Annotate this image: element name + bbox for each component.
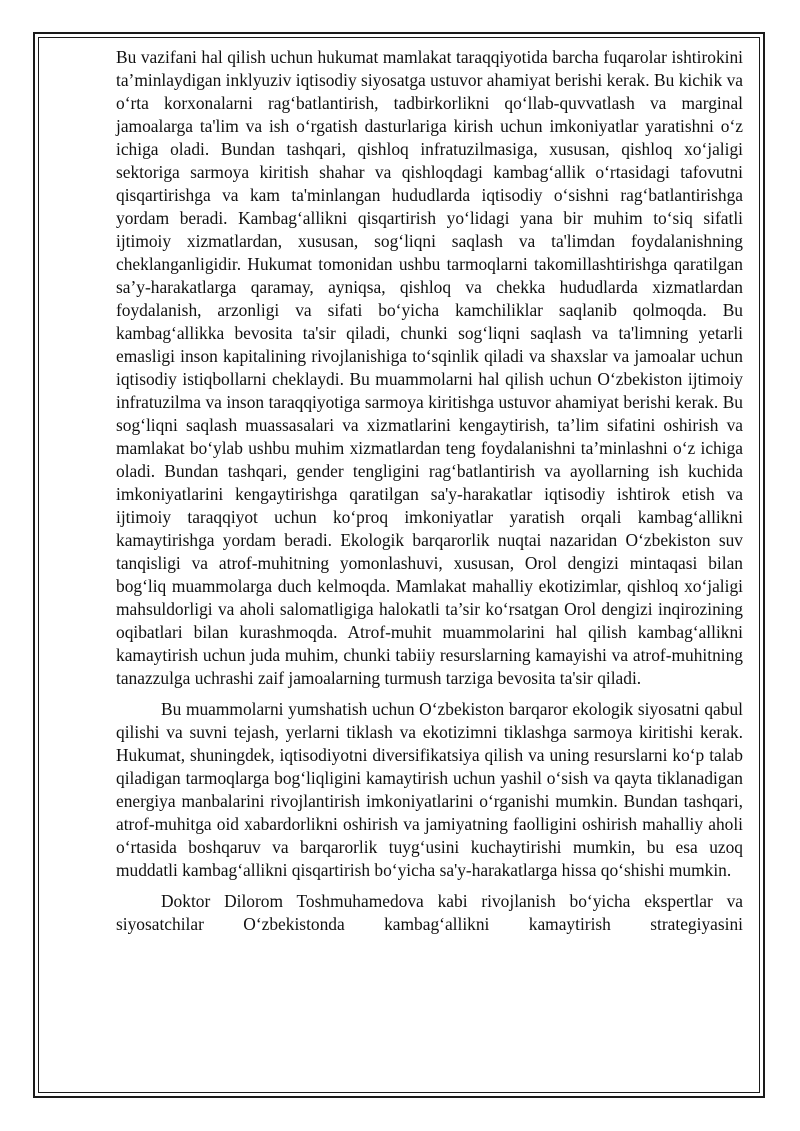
document-body	[116, 46, 743, 944]
paragraph-1: Bu vazifani hal qilish uchun hukumat mamlakat taraqqiyotida barcha fuqarolar ishtirokini ta’minlaydigan inklyuziv iqtisodiy siyosatga ustuvor ahamiyat berishi kerak. Bu kichik va o‘rta korxonalarni rag‘batlantirish, tadbirkorlikni qo‘llab-quvvatlash va marginal jamoalarga ta'lim va ish o‘rgatish dasturlariga kirish uchun imkoniyatlar yaratishni o‘z ichiga oladi. Bundan tashqari, qishloq infratuzilmasiga, xususan, qishloq xo‘jaligi sektoriga sarmoya kiritish shahar va qishloqdagi kambag‘allik o‘rtasidagi tafovutni qisqartirishga va kam ta'minlangan hududlarda iqtisodiy o‘sishni rag‘batlantirishga yordam beradi. Kambag‘allikni qisqartirish yo‘lidagi yana bir muhim to‘siq sifatli ijtimoiy xizmatlardan, xususan, sog‘liqni saqlash va ta'limdan foydalanishning cheklanganligidir. Hukumat tomonidan ushbu tarmoqlarni takomillashtirishga qaratilgan sa’y-harakatlarga qaramay, ayniqsa, qishloq va chekka hududlarda xizmatlardan foydalanish, arzonligi va sifati bo‘yicha kamchiliklar saqlanib qolmoqda. Bu kambag‘allikka bevosita ta'sir qiladi, chunki sog‘liqni saqlash va ta'limning yetarli emasligi inson kapitalining rivojlanishiga to‘sqinlik qiladi va shaxslar va jamoalar uchun iqtisodiy istiqbollarni cheklaydi. Bu muammolarni hal qilish uchun O‘zbekiston ijtimoiy infratuzilma va inson taraqqiyotiga sarmoya kiritishga ustuvor ahamiyat berishi kerak. Bu sog‘liqni saqlash muassasalari va xizmatlarini kengaytirish, ta’lim sifatini oshirish va mamlakat bo‘ylab ushbu muhim xizmatlardan teng foydalanishni ta’minlashni o‘z ichiga oladi. Bundan tashqari, gender tengligini rag‘batlantirish va ayollarning ish kuchida imkoniyatlarini kengaytirishga qaratilgan sa'y-harakatlar iqtisodiy ishtirok etish va ijtimoiy taraqqiyot uchun ko‘proq imkoniyatlar yaratish orqali kambag‘allikni kamaytirishga yordam beradi. Ekologik barqarorlik nuqtai nazaridan O‘zbekiston suv tanqisligi va atrof-muhitning yomonlashuvi, xususan, Orol dengizi mintaqasi bilan bog‘liq muammolarga duch kelmoqda. Mamlakat mahalliy ekotizimlar, qishloq xo‘jaligi mahsuldorligi va aholi salomatligiga halokatli ta’sir ko‘rsatgan Orol dengizi inqirozining oqibatlari bilan kurashmoqda. Atrof-muhit muammolarini hal qilish kambag‘allikni kamaytirish uchun juda muhim, chunki tabiiy resurslarning kamayishi va atrof-muhitning tanazzulga uchrashi zaif jamoalarning turmush tarziga bevosita ta'sir qiladi.	[116, 47, 743, 688]
paragraph-3: Doktor Dilorom Toshmuhamedova kabi rivojlanish bo‘yicha ekspertlar va siyosatchilar O‘zbekistonda kambag‘allikni kamaytirish strategiyasini	[116, 891, 743, 934]
paragraph-2: Bu muammolarni yumshatish uchun O‘zbekiston barqaror ekologik siyosatni qabul qilishi va suvni tejash, yerlarni tiklash va ekotizimni tiklashga sarmoya kiritishi kerak. Hukumat, shuningdek, iqtisodiyotni diversifikatsiya qilish va uning resurslarni ko‘p talab qiladigan tarmoqlarga bog‘liqligini kamaytirish uchun yashil o‘sish va qayta tiklanadigan energiya manbalarini rivojlantirish imkoniyatlarini o‘rganishi mumkin. Bundan tashqari, atrof-muhitga oid xabardorlikni oshirish va jamiyatning faolligini oshirish mahalliy aholi o‘rtasida boshqaruv va barqarorlik tuyg‘usini kuchaytirishi mumkin, bu esa uzoq muddatli kambag‘allikni qisqartirish bo‘yicha sa'y-harakatlarga hissa qo‘shishi mumkin.	[116, 699, 743, 880]
